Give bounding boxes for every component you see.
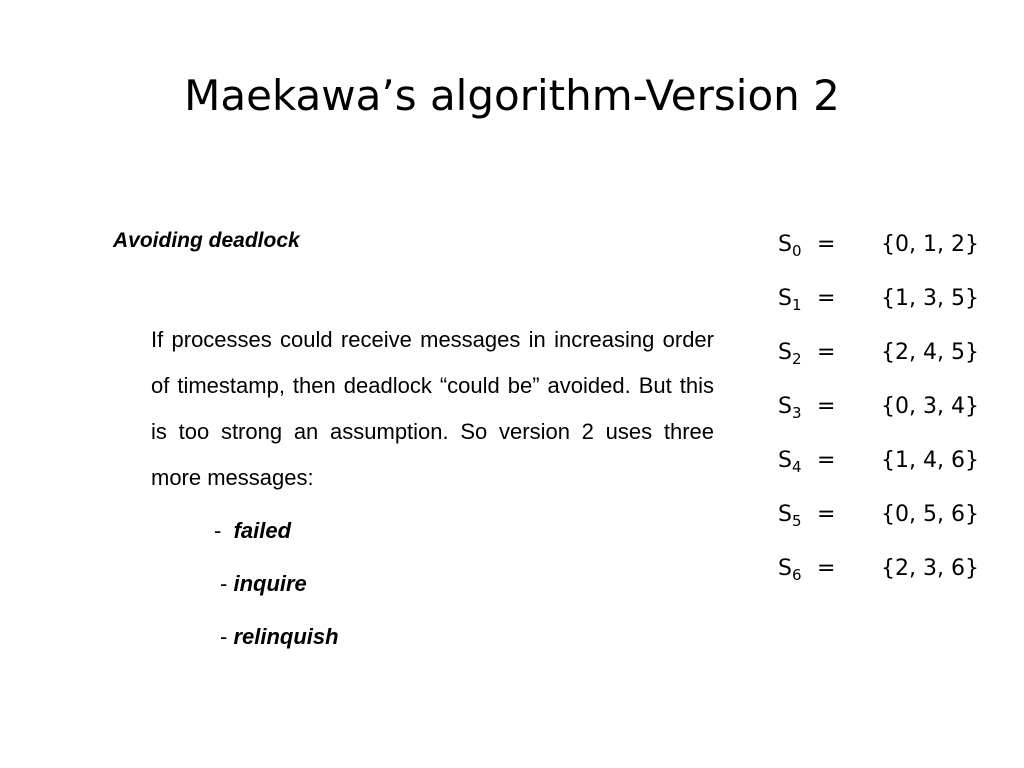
set-index: 5 xyxy=(791,512,802,530)
quorum-set-row xyxy=(778,550,998,604)
message-term: failed xyxy=(233,518,292,543)
list-dash: - xyxy=(214,518,222,543)
set-name: $S_6$ xyxy=(778,556,802,584)
equals-sign: = xyxy=(817,340,836,365)
equals-sign: = xyxy=(817,502,836,527)
set-name: $S_0$ xyxy=(778,232,802,260)
set-index: 6 xyxy=(791,566,802,584)
set-index: 1 xyxy=(791,296,802,314)
set-members: {0, 5, 6} xyxy=(881,502,979,527)
set-members: {2, 3, 6} xyxy=(881,556,979,581)
set-members: {2, 4, 5} xyxy=(881,340,979,365)
set-name: $S_3$ xyxy=(778,394,802,422)
equals-sign: = xyxy=(817,448,836,473)
body-paragraph: If processes could receive messages in increasing order of timestamp, then deadlock “could be” avoided. But this is too strong an assumption. So version 2 uses three more messages: xyxy=(151,327,714,490)
message-item-relinquish xyxy=(220,622,339,652)
set-members: {0, 3, 4} xyxy=(881,394,979,419)
quorum-sets-list xyxy=(778,226,998,604)
set-name: $S_1$ xyxy=(778,286,802,314)
set-name: $S_2$ xyxy=(778,340,802,368)
set-members: {1, 3, 5} xyxy=(881,286,979,311)
quorum-set-row xyxy=(778,280,998,334)
set-name: $S_4$ xyxy=(778,448,802,476)
equals-sign: = xyxy=(817,394,836,419)
equals-sign: = xyxy=(817,556,836,581)
list-dash: - xyxy=(220,571,228,596)
set-members: {1, 4, 6} xyxy=(881,448,979,473)
message-item-inquire xyxy=(220,569,307,599)
slide-title: Maekawa’s algorithm-Version 2 xyxy=(184,71,840,120)
message-term: relinquish xyxy=(233,624,339,649)
quorum-set-row xyxy=(778,442,998,496)
quorum-set-row xyxy=(778,388,998,442)
equals-sign: = xyxy=(817,286,836,311)
set-index: 4 xyxy=(791,458,802,476)
section-heading: Avoiding deadlock xyxy=(113,229,300,252)
quorum-set-row xyxy=(778,334,998,388)
message-item-failed xyxy=(214,516,291,546)
set-index: 3 xyxy=(791,404,802,422)
set-name: $S_5$ xyxy=(778,502,802,530)
set-members: {0, 1, 2} xyxy=(881,232,979,257)
set-index: 2 xyxy=(791,350,802,368)
list-dash: - xyxy=(220,624,228,649)
quorum-set-row xyxy=(778,226,998,280)
quorum-set-row xyxy=(778,496,998,550)
equals-sign: = xyxy=(817,232,836,257)
message-term: inquire xyxy=(233,571,307,596)
set-index: 0 xyxy=(791,242,802,260)
